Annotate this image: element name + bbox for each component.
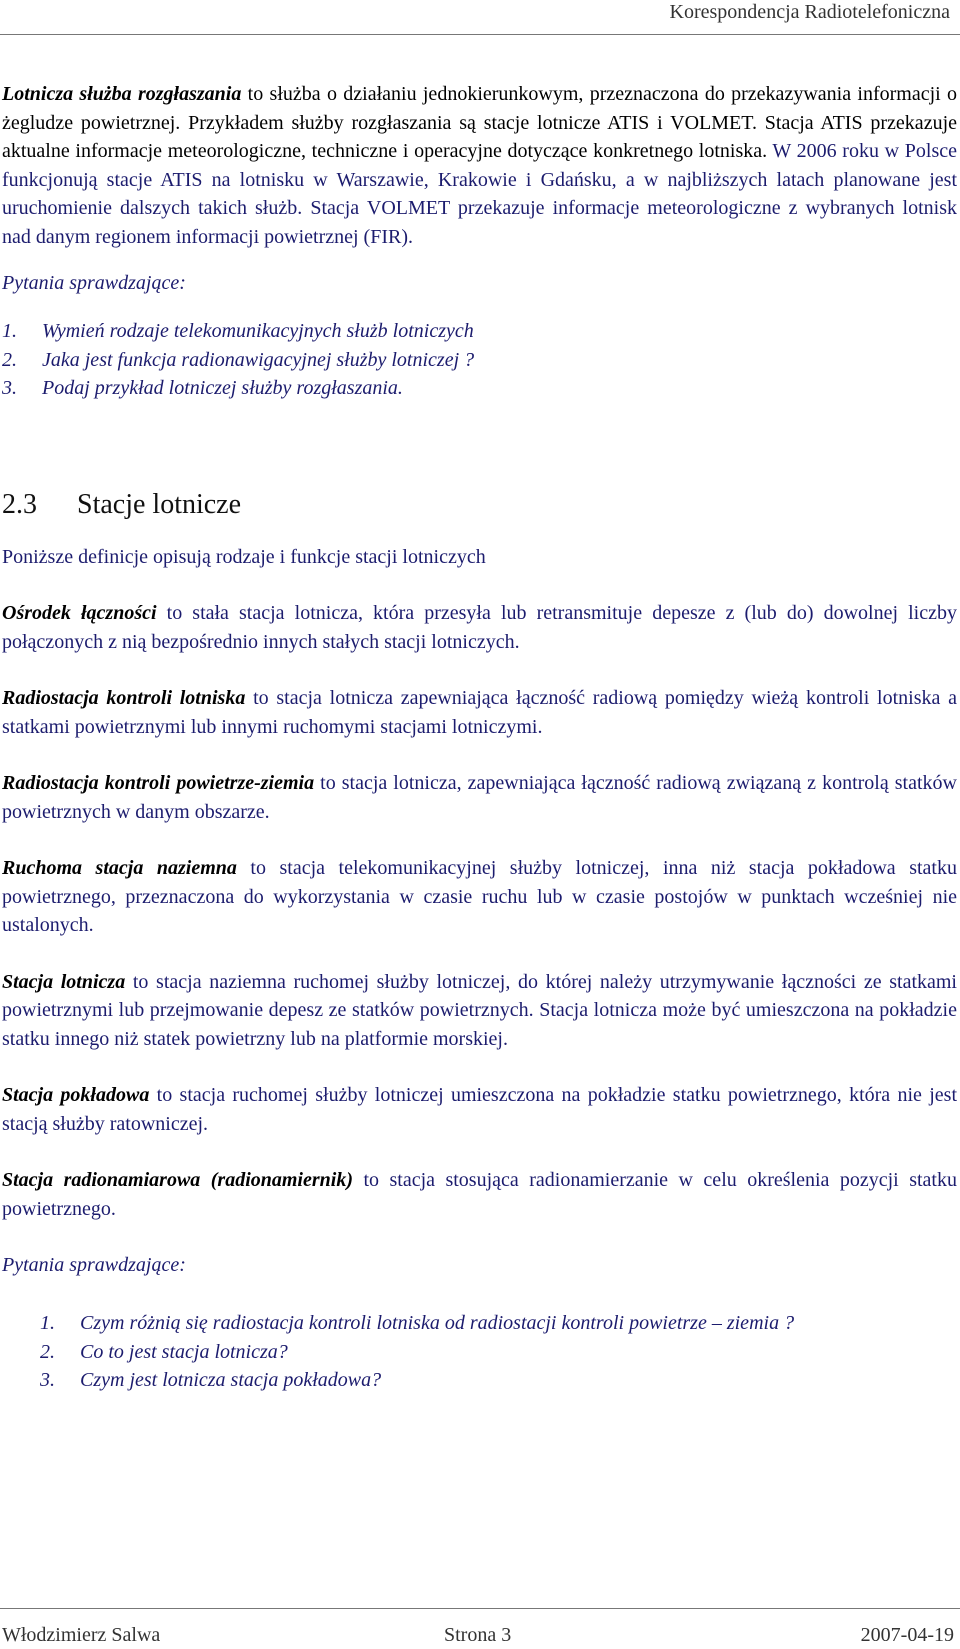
question-text: Podaj przykład lotniczej służby rozgłaszania. — [42, 377, 403, 399]
definition-text: to stała stacja lotnicza, która przesyła lub retransmituje depesze z (lub do) dowolnej liczby połączonych z nią bezpośrednio innych stałych stacji lotniczych. — [2, 602, 957, 653]
question-number: 3. — [40, 1369, 55, 1391]
definition-term: Radiostacja kontroli lotniska — [2, 687, 246, 709]
question-text: Co to jest stacja lotnicza? — [80, 1340, 288, 1363]
question-number: 2. — [2, 348, 17, 371]
footer-author: Włodzimierz Salwa — [2, 1624, 161, 1646]
section-title: Stacje lotnicze — [77, 488, 242, 520]
list-item — [2, 317, 957, 346]
question-number: 1. — [40, 1312, 55, 1334]
list-item — [40, 1338, 957, 1367]
question-number: 1. — [2, 320, 17, 342]
definition — [2, 854, 957, 940]
question-text: Wymień rodzaje telekomunikacyjnych służb lotniczych — [42, 320, 474, 342]
list-item — [40, 1309, 957, 1338]
definition-text: to stacja ruchomej służby lotniczej umieszczona na pokładzie statku powietrznego, która nie jest stacją służby ratowniczej. — [2, 1084, 958, 1135]
page-header — [0, 0, 960, 36]
definition — [2, 968, 957, 1054]
intro-text-highlight: W 2006 roku w Polsce funkcjonują stacje ATIS na lotnisku w Warszawie, Krakowie i Gdańsku, a w najbliższych latach planowane jest uruchomienie dalszych takich służb. Stacja VOLMET przekazuje informacje meteorologiczne z wybranych lotnisk nad danym regionem informacji powietrznej (FIR). — [2, 140, 957, 248]
question-text: Jaka jest funkcja radionawigacyjnej służby lotniczej ? — [42, 348, 475, 371]
definition — [2, 684, 957, 741]
questions-list — [2, 1309, 957, 1395]
header-rule — [0, 34, 960, 35]
question-number: 2. — [40, 1340, 55, 1363]
definition-term: Stacja pokładowa — [2, 1084, 150, 1106]
questions-list — [2, 317, 957, 403]
list-item — [2, 346, 957, 375]
section-number: 2.3 — [2, 488, 37, 520]
footer-page-number: Strona 3 — [444, 1624, 512, 1646]
footer-date: 2007-04-19 — [860, 1624, 954, 1646]
question-number: 3. — [2, 377, 17, 399]
definition-term: Stacja radionamiarowa (radionamiernik) — [2, 1169, 353, 1191]
definition-text: to stacja naziemna ruchomej służby lotniczej, do której należy utrzymywanie łączności ze statkami powietrznymi lub przejmowanie depesz ze statków powietrznych. Stacja lotnicza może być umieszczona na pokładzie statku innego niż statek powietrzny lub na platformie morskiej. — [2, 970, 957, 1050]
section-intro: Poniższe definicje opisują rodzaje i funkcje stacji lotniczych — [2, 545, 486, 568]
definition-text: to stacja telekomunikacyjnej służby lotniczej, inna niż stacja pokładowa statku powietrznego, przeznaczona do wykorzystania w czasie ruchu lub w czasie postojów w punktach wcześniej nie ustalonych. — [2, 857, 957, 936]
intro-term: Lotnicza służba rozgłaszania — [2, 83, 242, 105]
section-heading — [2, 489, 957, 521]
question-text: Czym jest lotnicza stacja pokładowa? — [80, 1369, 382, 1391]
definition — [2, 1081, 957, 1138]
definition-text: to stacja stosująca radionamierzanie w celu określenia pozycji statku powietrznego. — [2, 1169, 957, 1220]
list-item — [2, 374, 957, 403]
intro-text: to służba o działaniu jednokierunkowym, przeznaczona do przekazywania informacji o żegludze powietrznej. Przykładem służby rozgłaszania są stacje lotnicze ATIS i VOLMET. Stacja ATIS przekazuje aktualne informacje meteorologiczne, techniczne i operacyjne dotyczące konkretnego lotniska. — [2, 83, 957, 162]
questions-heading: Pytania sprawdzające: — [2, 1254, 186, 1276]
intro-paragraph — [2, 80, 957, 251]
definition — [2, 599, 957, 656]
header-title: Korespondencja Radiotelefoniczna — [669, 1, 950, 23]
page-footer — [0, 1602, 960, 1649]
definition-term: Ruchoma stacja naziemna — [2, 857, 237, 879]
definition-term: Radiostacja kontroli powietrze-ziemia — [2, 772, 315, 794]
definition-term: Ośrodek łączności — [2, 602, 157, 624]
definition-text: to stacja lotnicza zapewniająca łączność radiową pomiędzy wieżą kontroli lotniska a statkami powietrznymi lub innymi ruchomymi stacjami lotniczymi. — [2, 687, 957, 738]
definition-text: to stacja lotnicza, zapewniająca łączność radiową związaną z kontrolą statków powietrznych w danym obszarze. — [2, 772, 957, 823]
list-item — [40, 1366, 957, 1395]
page-content — [2, 80, 957, 1395]
definition — [2, 769, 957, 826]
definition-term: Stacja lotnicza — [2, 970, 126, 993]
footer-rule — [0, 1608, 960, 1609]
question-text: Czym różnią się radiostacja kontroli lotniska od radiostacji kontroli powietrze – ziemia ? — [80, 1312, 795, 1334]
questions-heading: Pytania sprawdzające: — [2, 272, 186, 294]
definition — [2, 1166, 957, 1223]
